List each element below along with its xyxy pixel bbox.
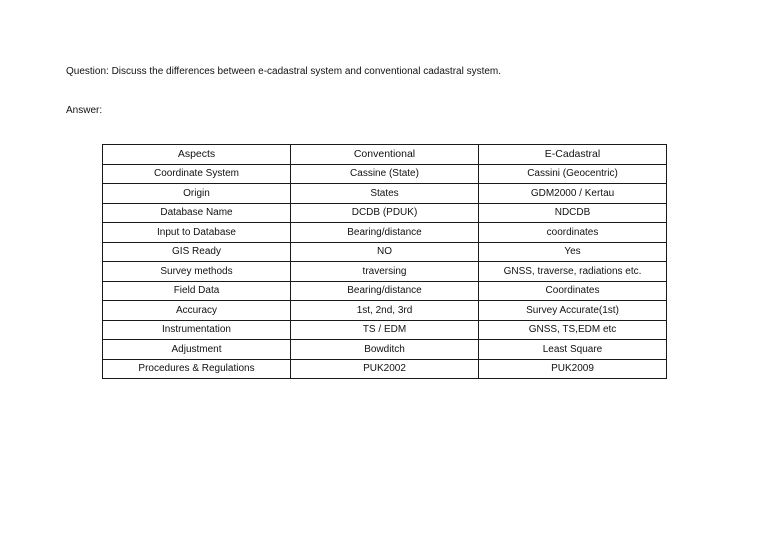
table-row xyxy=(103,340,667,360)
e-cadastral-cell: NDCDB xyxy=(479,203,667,223)
aspect-cell: Origin xyxy=(103,184,291,204)
aspect-cell: Coordinate System xyxy=(103,164,291,184)
table-row xyxy=(103,262,667,282)
aspect-cell: Accuracy xyxy=(103,301,291,321)
e-cadastral-cell: Coordinates xyxy=(479,281,667,301)
table-row xyxy=(103,164,667,184)
aspect-cell: Field Data xyxy=(103,281,291,301)
e-cadastral-cell: Cassini (Geocentric) xyxy=(479,164,667,184)
e-cadastral-cell: GNSS, traverse, radiations etc. xyxy=(479,262,667,282)
conventional-cell: TS / EDM xyxy=(291,320,479,340)
header-conventional: Conventional xyxy=(291,145,479,165)
conventional-cell: Bowditch xyxy=(291,340,479,360)
conventional-cell: Bearing/distance xyxy=(291,223,479,243)
table-row xyxy=(103,184,667,204)
table-row xyxy=(103,320,667,340)
aspect-cell: Input to Database xyxy=(103,223,291,243)
table-row xyxy=(103,359,667,379)
e-cadastral-cell: GDM2000 / Kertau xyxy=(479,184,667,204)
table-row xyxy=(103,281,667,301)
e-cadastral-cell: coordinates xyxy=(479,223,667,243)
e-cadastral-cell: Yes xyxy=(479,242,667,262)
conventional-cell: DCDB (PDUK) xyxy=(291,203,479,223)
conventional-cell: 1st, 2nd, 3rd xyxy=(291,301,479,321)
aspect-cell: Database Name xyxy=(103,203,291,223)
conventional-cell: traversing xyxy=(291,262,479,282)
aspect-cell: Instrumentation xyxy=(103,320,291,340)
conventional-cell: States xyxy=(291,184,479,204)
answer-label: Answer: xyxy=(66,105,103,116)
table-row xyxy=(103,242,667,262)
conventional-cell: PUK2002 xyxy=(291,359,479,379)
aspect-cell: Adjustment xyxy=(103,340,291,360)
e-cadastral-cell: GNSS, TS,EDM etc xyxy=(479,320,667,340)
e-cadastral-cell: PUK2009 xyxy=(479,359,667,379)
e-cadastral-cell: Survey Accurate(1st) xyxy=(479,301,667,321)
table-row xyxy=(103,223,667,243)
e-cadastral-cell: Least Square xyxy=(479,340,667,360)
question-text: Question: Discuss the differences between e-cadastral system and conventional cadastral system. xyxy=(66,66,502,77)
table-header-row xyxy=(103,145,667,165)
table-row xyxy=(103,301,667,321)
table-row xyxy=(103,203,667,223)
header-e-cadastral: E-Cadastral xyxy=(479,145,667,165)
conventional-cell: Bearing/distance xyxy=(291,281,479,301)
aspect-cell: Procedures & Regulations xyxy=(103,359,291,379)
conventional-cell: NO xyxy=(291,242,479,262)
comparison-table xyxy=(102,144,667,379)
conventional-cell: Cassine (State) xyxy=(291,164,479,184)
header-aspects: Aspects xyxy=(103,145,291,165)
aspect-cell: Survey methods xyxy=(103,262,291,282)
aspect-cell: GIS Ready xyxy=(103,242,291,262)
